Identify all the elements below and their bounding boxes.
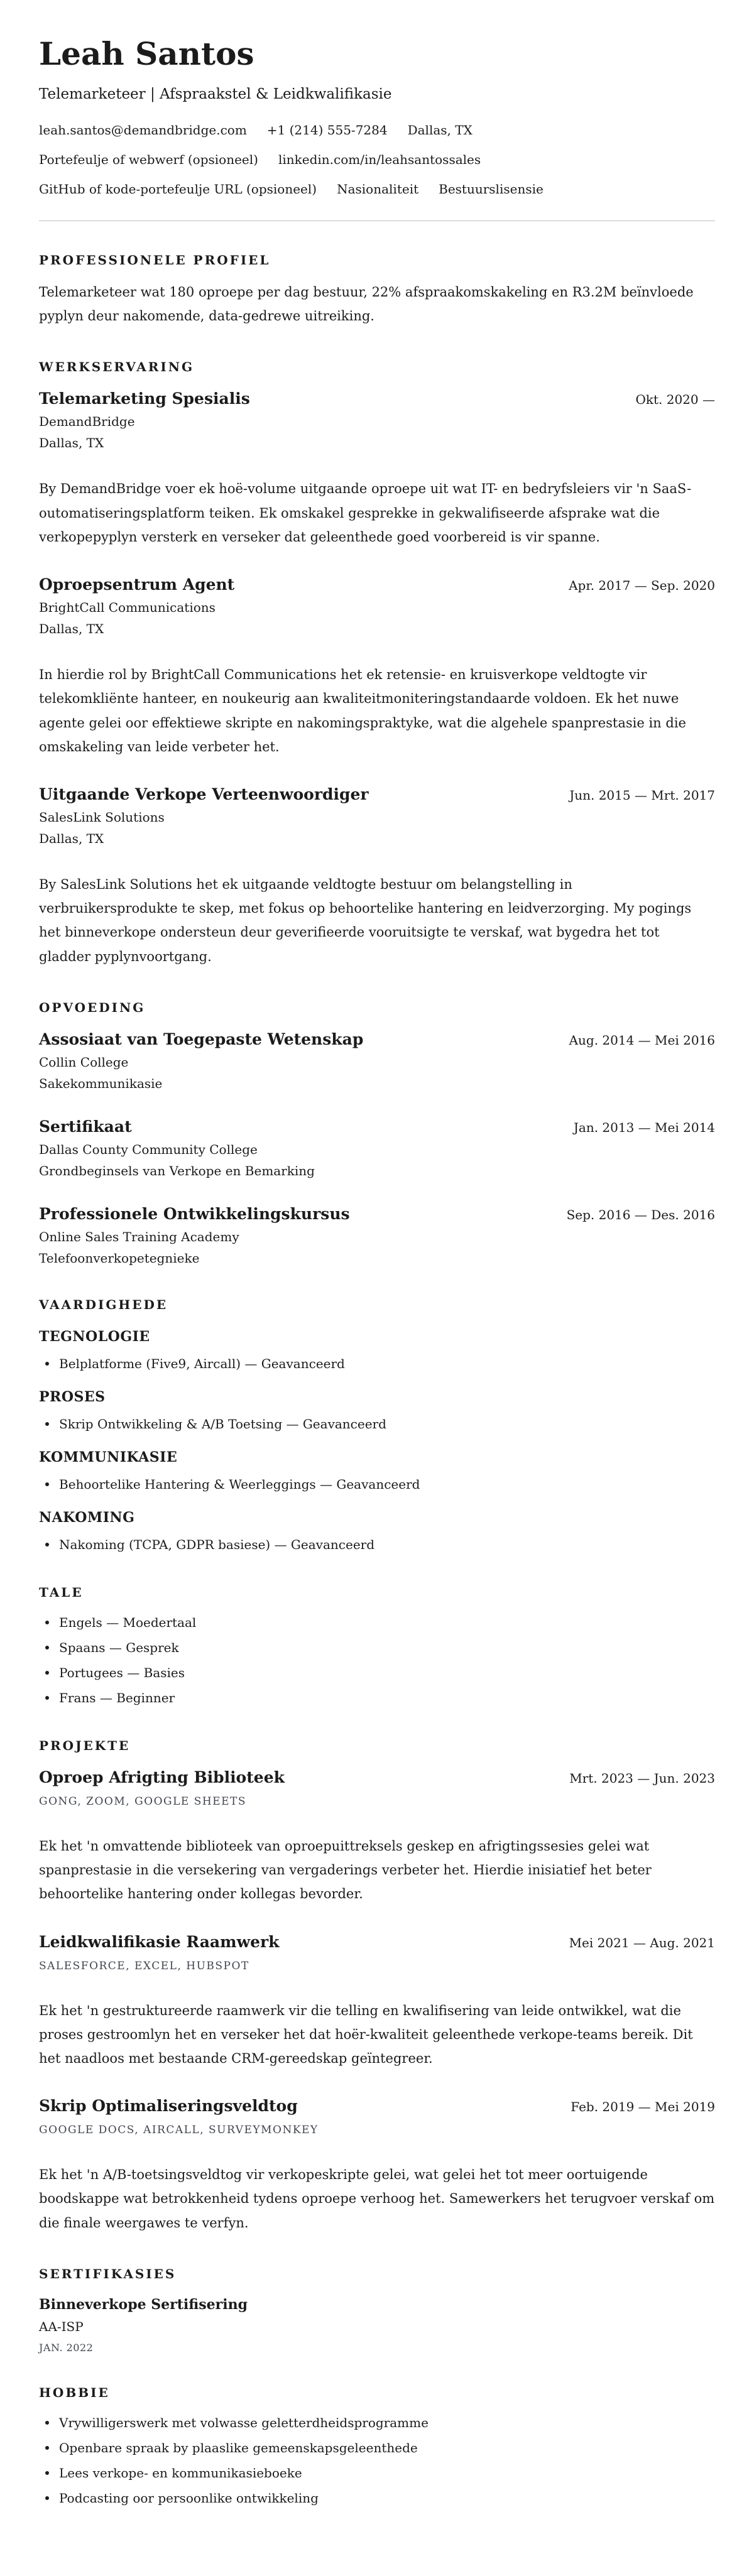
resume-header — [39, 36, 715, 221]
hobby-text: Vrywilligerswerk met volwasse geletterdheidsprogramme — [59, 2415, 429, 2430]
certification-entry — [39, 2296, 715, 2354]
section-certifications — [39, 2266, 715, 2354]
project-entry — [39, 1768, 715, 1906]
section-languages — [39, 1585, 715, 1707]
skill-item-text: Behoortelike Hantering & Weerleggings — Geavanceerd — [59, 1476, 420, 1492]
bullet-icon — [45, 1422, 49, 1426]
section-heading-projects: PROJEKTE — [39, 1737, 131, 1753]
job-location: Dallas, TX — [39, 830, 104, 846]
bullet-icon — [45, 2471, 49, 2475]
bullet-icon — [45, 1646, 49, 1649]
language-text: Frans — Beginner — [59, 1690, 175, 1705]
job-company: SalesLink Solutions — [39, 809, 165, 825]
language-text: Spaans — Gesprek — [59, 1639, 179, 1655]
linkedin-text: linkedin.com/in/leahsantossales — [278, 152, 481, 167]
field-of-study: Sakekommunikasie — [39, 1075, 163, 1091]
certification-date: JAN. 2022 — [39, 2341, 94, 2354]
job-title: Telemarketing Spesialis — [39, 389, 250, 408]
job-location: Dallas, TX — [39, 621, 104, 637]
hobby-text: Openbare spraak by plaaslike gemeenskapsgeleenthede — [59, 2440, 418, 2455]
skill-item-text: Skrip Ontwikkeling & A/B Toetsing — Geavanceerd — [59, 1416, 386, 1432]
bullet-icon — [45, 1621, 49, 1624]
work-entry — [39, 785, 715, 969]
job-date: Okt. 2020 — — [635, 392, 715, 408]
email-text: leah.santos@demandbridge.com — [39, 122, 247, 138]
work-entry — [39, 575, 715, 759]
header-divider — [39, 220, 715, 221]
profile-text: Telemarketeer wat 180 oproepe per dag bestuur, 22% afspraakomskakeling en R3.2M beïnvloede pyplyn deur nakomende, data-gedrewe uitreiking. — [39, 285, 694, 324]
project-stack: GONG, ZOOM, GOOGLE SHEETS — [39, 1795, 246, 1808]
skill-category-name: KOMMUNIKASIE — [39, 1448, 178, 1465]
skill-item-text: Belplatforme (Five9, Aircall) — Geavanceerd — [59, 1356, 345, 1371]
phone-text: +1 (214) 555-7284 — [266, 122, 388, 138]
education-date: Sep. 2016 — Des. 2016 — [566, 1207, 715, 1222]
bullet-icon — [45, 1671, 49, 1675]
job-date: Apr. 2017 — Sep. 2020 — [569, 578, 715, 594]
list-item — [39, 2414, 715, 2432]
education-entry-head — [39, 1117, 715, 1136]
section-profile — [39, 253, 715, 328]
language-list — [39, 1614, 715, 1707]
job-description: By SalesLink Solutions het ek uitgaande veldtogte bestuur om belangstelling in verbruikersprodukte te skep, met fokus op behoortelike hantering en leidverzorging. My pogings het binneverkope ondersteun deur geverifieerde vooruitsigte te verskaf, wat bygedra het tot gladder pyplynvoortgang. — [39, 876, 692, 964]
section-heading-education: OPVOEDING — [39, 999, 146, 1015]
work-entry — [39, 389, 715, 549]
bullet-icon — [45, 1696, 49, 1700]
nationality-text: Nasionaliteit — [337, 182, 419, 197]
school-name: Online Sales Training Academy — [39, 1229, 239, 1244]
project-description: Ek het 'n A/B-toetsingsveldtog vir verkopeskripte gelei, wat gelei het tot meer oortuigende boodskappe wat betrokkenheid tydens oproepe verhoog het. Samewerkers het terugvoer verskaf om die finale weergawes te verfyn. — [39, 2167, 715, 2231]
hobby-list — [39, 2414, 715, 2507]
education-entry — [39, 1205, 715, 1266]
section-hobbies — [39, 2385, 715, 2507]
list-item — [39, 2439, 715, 2457]
school-name: Dallas County Community College — [39, 1141, 258, 1157]
bullet-icon — [45, 2421, 49, 2425]
project-entry-head — [39, 1933, 715, 1951]
skill-category — [39, 1509, 715, 1553]
project-date: Mei 2021 — Aug. 2021 — [569, 1935, 715, 1950]
language-text: Portugees — Basies — [59, 1665, 185, 1680]
education-entry-head — [39, 1205, 715, 1223]
bullet-icon — [45, 1482, 49, 1486]
project-date: Feb. 2019 — Mei 2019 — [571, 2099, 715, 2115]
work-entry-head — [39, 575, 715, 594]
work-entry-head — [39, 389, 715, 408]
list-item — [39, 1689, 715, 1707]
skill-category-name: TEGNOLOGIE — [39, 1328, 150, 1345]
project-date: Mrt. 2023 — Jun. 2023 — [569, 1770, 715, 1786]
job-description: In hierdie rol by BrightCall Communications het ek retensie- en kruisverkope veldtogte vir telekomkliënte hanteer, en noukeurig aan kwaliteitmoniteringstandaarde voldoen. Ek het nuwe agente gelei oor effektiewe skripte en nakomingspraktyke, wat die algehele spanprestasie in die omskakeling van leide verbeter het. — [39, 667, 686, 754]
section-heading-certifications: SERTIFIKASIES — [39, 2266, 177, 2281]
list-item — [39, 1536, 715, 1553]
section-projects — [39, 1738, 715, 2235]
project-entry-head — [39, 2097, 715, 2115]
section-work — [39, 359, 715, 968]
hobby-text: Lees verkope- en kommunikasieboeke — [59, 2465, 302, 2481]
bullet-icon — [45, 2446, 49, 2450]
section-heading-profile: PROFESSIONELE PROFIEL — [39, 253, 271, 268]
contact-row-2 — [39, 152, 715, 167]
work-entry-head — [39, 785, 715, 803]
github-text: GitHub of kode-portefeulje URL (opsioneel) — [39, 182, 317, 197]
skill-category-name: PROSES — [39, 1388, 106, 1405]
person-headline: Telemarketeer | Afspraakstel & Leidkwalifikasie — [39, 86, 392, 102]
job-title: Uitgaande Verkope Verteenwoordiger — [39, 785, 369, 803]
field-of-study: Telefoonverkopetegnieke — [39, 1250, 200, 1266]
field-of-study: Grondbeginsels van Verkope en Bemarking — [39, 1163, 315, 1178]
skill-category — [39, 1389, 715, 1433]
job-location: Dallas, TX — [39, 435, 104, 451]
job-date: Jun. 2015 — Mrt. 2017 — [569, 787, 715, 803]
bullet-icon — [45, 1543, 49, 1546]
bullet-icon — [45, 1362, 49, 1366]
list-item — [39, 2464, 715, 2482]
section-heading-skills: VAARDIGHEDE — [39, 1296, 168, 1312]
certification-name: Binneverkope Sertifisering — [39, 2296, 248, 2313]
section-heading-work: WERKSERVARING — [39, 359, 195, 375]
list-item — [39, 1639, 715, 1656]
school-name: Collin College — [39, 1054, 129, 1070]
project-title: Skrip Optimaliseringsveldtog — [39, 2097, 298, 2116]
contact-row-3 — [39, 182, 715, 197]
project-entry — [39, 1933, 715, 2071]
skill-category — [39, 1449, 715, 1493]
job-company: DemandBridge — [39, 414, 135, 430]
list-item — [39, 1355, 715, 1372]
list-item — [39, 1664, 715, 1682]
education-date: Jan. 2013 — Mei 2014 — [573, 1119, 715, 1135]
section-heading-hobbies: HOBBIE — [39, 2384, 110, 2400]
skill-item-text: Nakoming (TCPA, GDPR basiese) — Geavanceerd — [59, 1536, 375, 1552]
language-text: Engels — Moedertaal — [59, 1614, 197, 1630]
list-item — [39, 1415, 715, 1433]
license-text: Bestuurslisensie — [439, 182, 544, 197]
education-entry — [39, 1117, 715, 1178]
education-entry — [39, 1030, 715, 1091]
skill-category — [39, 1329, 715, 1372]
education-date: Aug. 2014 — Mei 2016 — [569, 1032, 715, 1048]
certification-issuer: AA-ISP — [39, 2318, 84, 2334]
project-description: Ek het 'n omvattende biblioteek van oproepuittreksels geskep en afrigtingssesies gelei wat spanprestasie in die versekering van vergaderings verbeter het. Hierdie inisiatief het beter behoortelike hantering onder kollegas bevorder. — [39, 1838, 652, 1902]
degree-title: Professionele Ontwikkelingskursus — [39, 1204, 350, 1223]
project-title: Oproep Afrigting Biblioteek — [39, 1768, 285, 1786]
degree-title: Sertifikaat — [39, 1117, 132, 1136]
section-skills — [39, 1297, 715, 1553]
list-item — [39, 1614, 715, 1631]
portfolio-text: Portefeulje of webwerf (opsioneel) — [39, 152, 258, 167]
project-stack: GOOGLE DOCS, AIRCALL, SURVEYMONKEY — [39, 2124, 319, 2137]
project-stack: SALESFORCE, EXCEL, HUBSPOT — [39, 1959, 249, 1972]
job-title: Oproepsentrum Agent — [39, 575, 235, 594]
skill-category-name: NAKOMING — [39, 1509, 135, 1526]
job-company: BrightCall Communications — [39, 600, 216, 616]
list-item — [39, 1475, 715, 1493]
project-title: Leidkwalifikasie Raamwerk — [39, 1932, 280, 1951]
list-item — [39, 2489, 715, 2507]
degree-title: Assosiaat van Toegepaste Wetenskap — [39, 1030, 364, 1048]
location-text: Dallas, TX — [407, 122, 473, 138]
section-heading-languages: TALE — [39, 1584, 84, 1600]
education-entry-head — [39, 1030, 715, 1048]
section-education — [39, 1000, 715, 1266]
job-description: By DemandBridge voer ek hoë-volume uitgaande oproepe uit wat IT- en bedryfsleiers vir 'n SaaS-outomatiseringsplatform teiken. Ek omskakel gesprekke in gekwalifiseerde afsprake wat die verkopepyplyn versterk en verseker dat geleenthede goed voorbereid is vir spanne. — [39, 481, 692, 545]
person-name: Leah Santos — [39, 35, 254, 72]
project-description: Ek het 'n gestruktureerde raamwerk vir die telling en kwalifisering van leide ontwikkel, wat die proses gestroomlyn het en verseker het dat hoër-kwaliteit geleenthede verkope-teams bereik. Dit het naadloos met bestaande CRM-gereedskap geïntegreer. — [39, 2003, 693, 2066]
contact-row-1 — [39, 122, 715, 138]
bullet-icon — [45, 2496, 49, 2500]
project-entry — [39, 2097, 715, 2235]
project-entry-head — [39, 1768, 715, 1786]
hobby-text: Podcasting oor persoonlike ontwikkeling — [59, 2490, 319, 2506]
